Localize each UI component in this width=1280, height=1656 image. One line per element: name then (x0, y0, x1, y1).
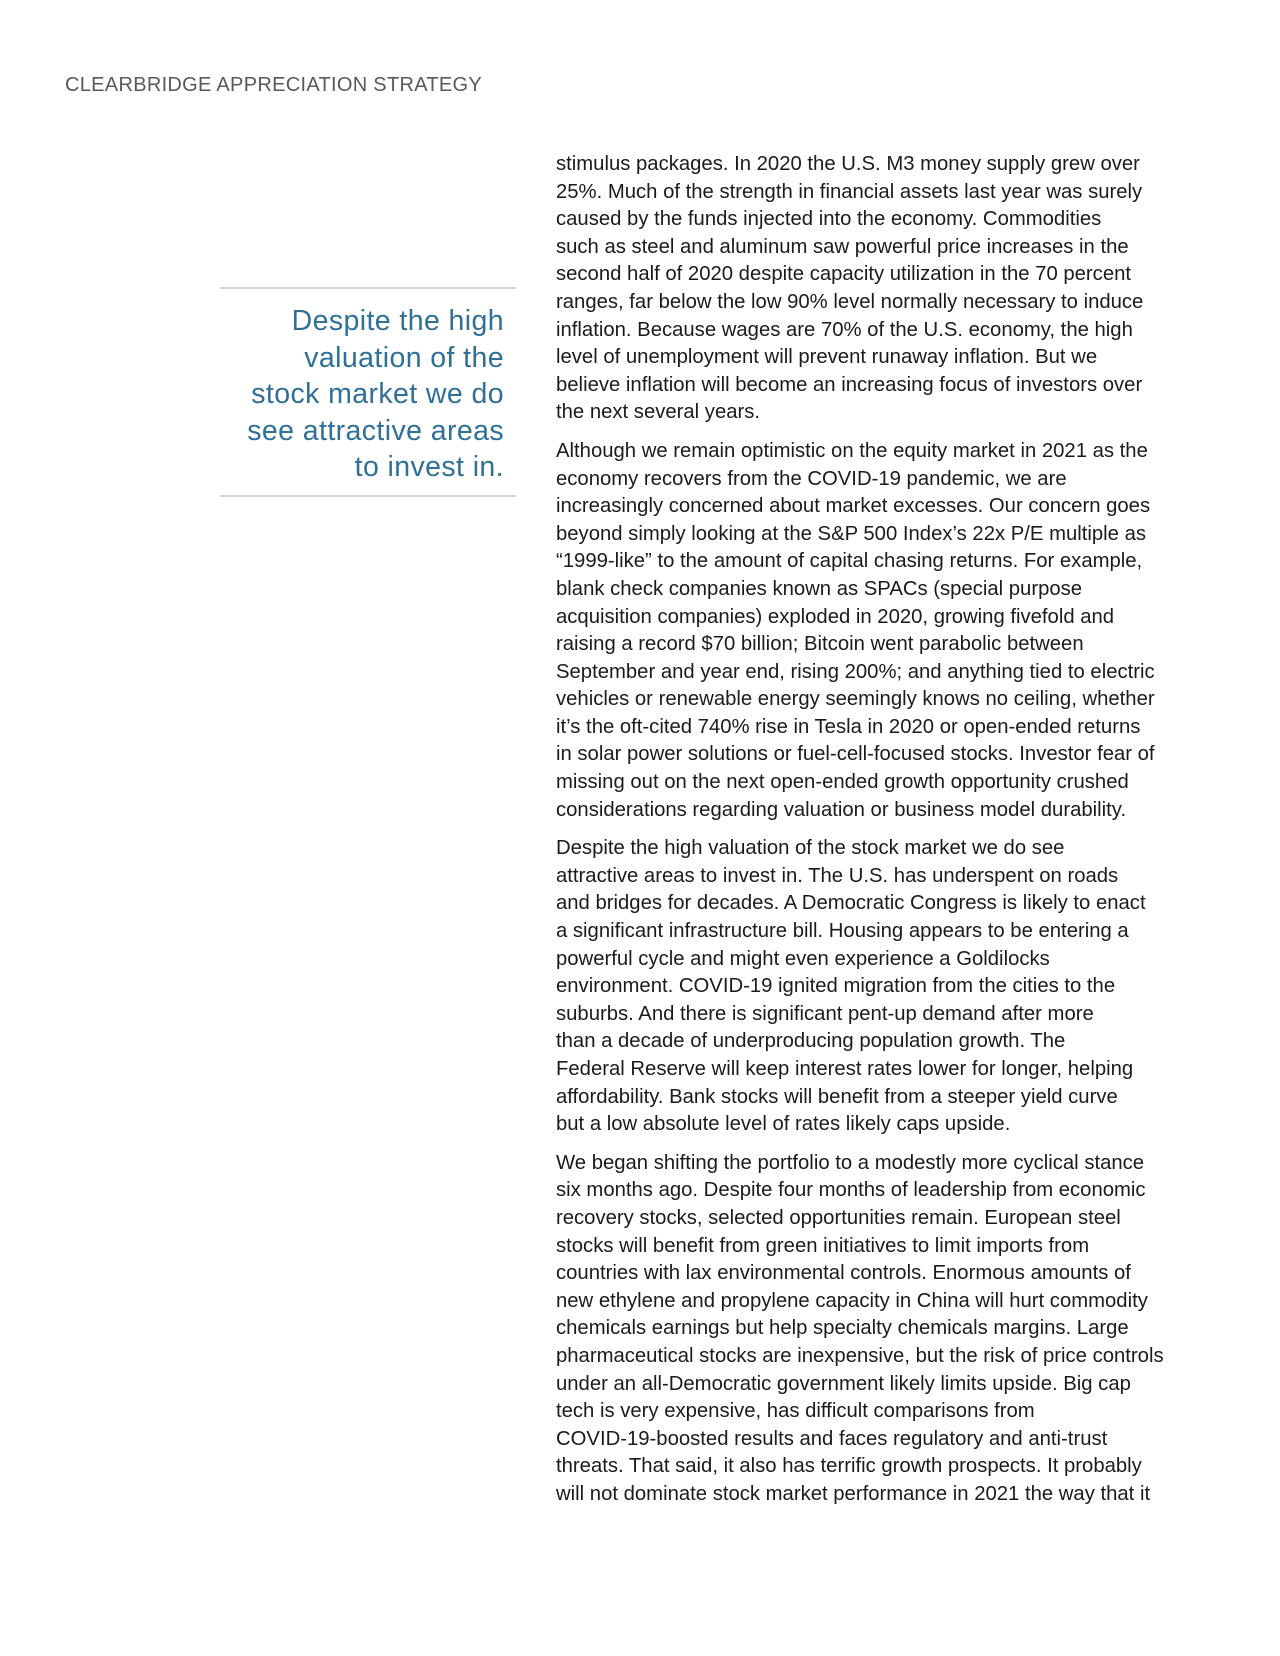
body-paragraph: stimulus packages. In 2020 the U.S. M3 money supply grew over 25%. Much of the strength in financial assets last year was surely caused by the funds injected into the economy. Commodities such as steel and aluminum saw powerful price increases in the second half of 2020 despite capacity utilization in the 70 percent ranges, far below the low 90% level normally necessary to induce inflation. Because wages are 70% of the U.S. economy, the high level of unemployment will prevent runaway inflation. But we believe inflation will become an increasing focus of investors over the next several years. (556, 153, 1144, 424)
pull-quote-text: Despite the high valuation of the stock market we do see attractive areas to invest in. (247, 305, 504, 483)
article-body (556, 151, 1182, 1520)
body-paragraph: We began shifting the portfolio to a modestly more cyclical stance six months ago. Despite four months of leadership from economic recovery stocks, selected opportunities remain. European steel stocks will benefit from green initiatives to limit imports from countries with lax environmental controls. Enormous amounts of new ethylene and propylene capacity in China will hurt commodity chemicals earnings but help specialty chemicals margins. Large pharmaceutical stocks are inexpensive, but the risk of price controls under an all-Democratic government likely limits upside. Big cap tech is very expensive, has difficult comparisons from COVID-19-boosted results and faces regulatory and anti-trust threats. That said, it also has terrific growth prospects. It probably will not dominate stock market performance in 2021 the way that it (556, 1151, 1164, 1505)
body-paragraph: Although we remain optimistic on the equity market in 2021 as the economy recovers from the COVID-19 pandemic, we are increasingly concerned about market excesses. Our concern goes beyond simply looking at the S&P 500 Index’s 22x P/E multiple as “1999-like” to the amount of capital chasing returns. For example, blank check companies known as SPACs (special purpose acquisition companies) exploded in 2020, growing fivefold and raising a record $70 billion; Bitcoin went parabolic between September and year end, rising 200%; and anything tied to electric vehicles or renewable energy seemingly knows no ceiling, whether it’s the oft-cited 740% rise in Tesla in 2020 or open-ended returns in solar power solutions or fuel-cell-focused stocks. Investor fear of missing out on the next open-ended growth opportunity crushed considerations regarding valuation or business model durability. (556, 439, 1155, 821)
running-header: CLEARBRIDGE APPRECIATION STRATEGY (65, 74, 483, 96)
body-paragraph: Despite the high valuation of the stock market we do see attractive areas to invest in. The U.S. has underspent on roads and bridges for decades. A Democratic Congress is likely to enact a significant infrastructure bill. Housing appears to be entering a powerful cycle and might even experience a Goldilocks environment. COVID-19 ignited migration from the cities to the suburbs. And there is significant pent-up demand after more than a decade of underproducing population growth. The Federal Reserve will keep interest rates lower for longer, helping affordability. Bank stocks will benefit from a steeper yield curve but a low absolute level of rates likely caps upside. (556, 837, 1146, 1136)
pull-quote (220, 287, 516, 497)
